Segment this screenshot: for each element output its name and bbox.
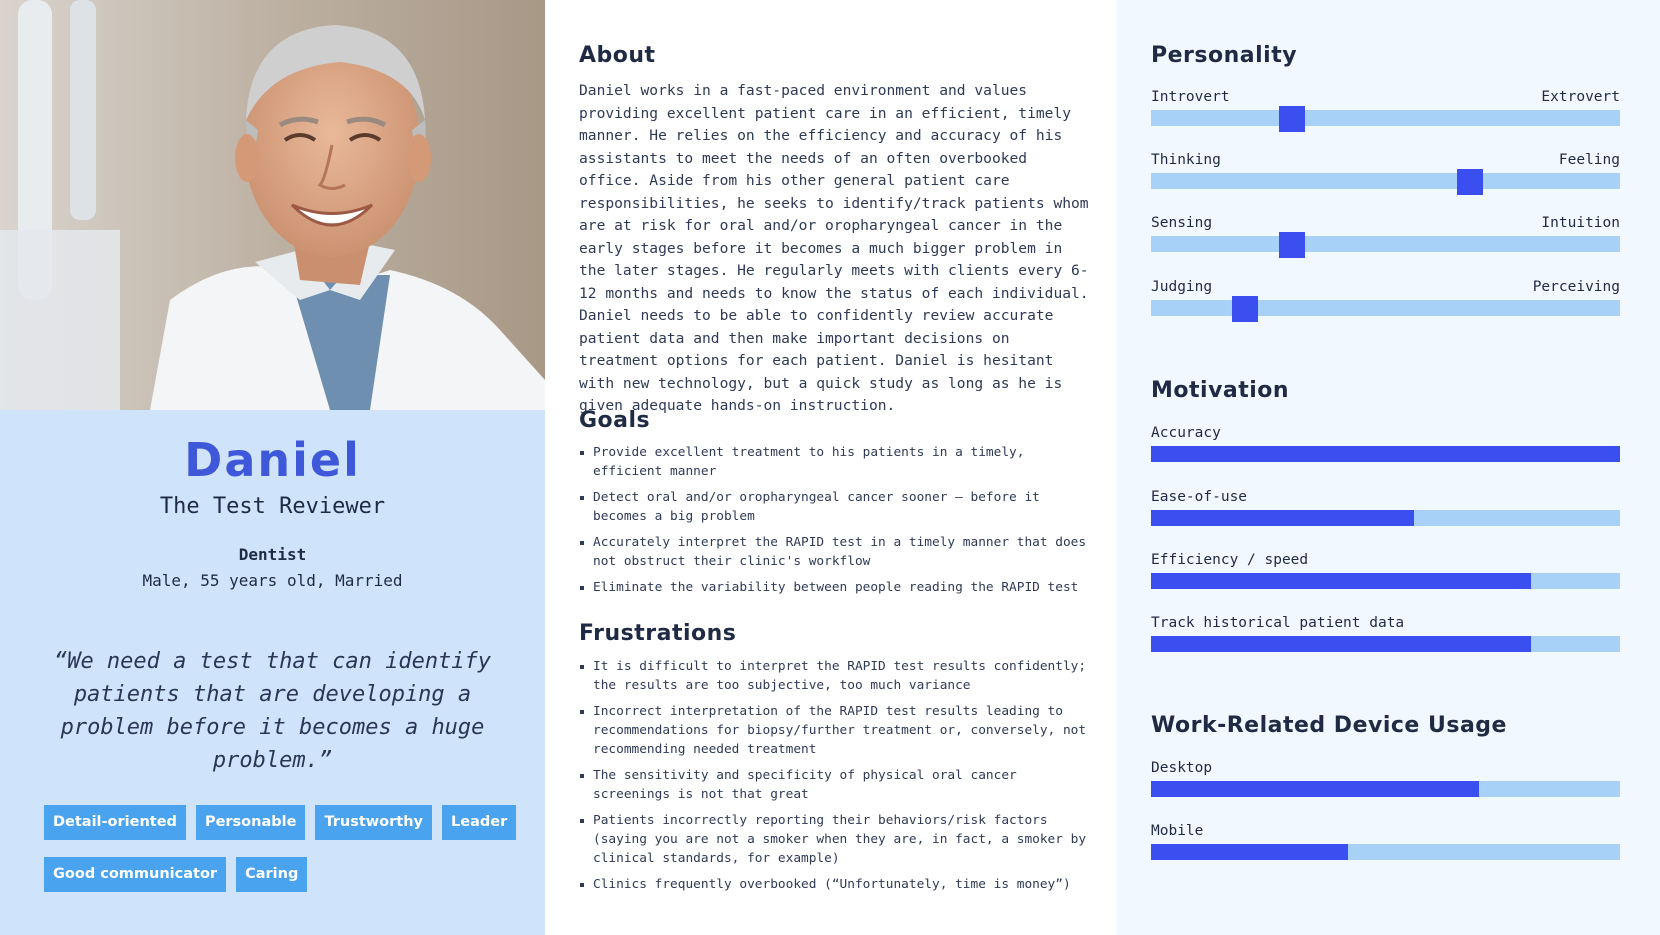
trait-tag: Caring xyxy=(236,857,307,892)
slider-track xyxy=(1151,173,1620,189)
personality-slider xyxy=(1151,214,1620,252)
slider-right-label: Perceiving xyxy=(1532,279,1620,295)
goal-item: Detect oral and/or oropharyngeal cancer sooner — before it becomes a big problem xyxy=(579,488,1089,526)
motivation-bar xyxy=(1151,614,1620,652)
persona-photo xyxy=(0,0,545,410)
bar-fill xyxy=(1151,636,1531,652)
about-heading: About xyxy=(579,43,656,68)
slider-knob xyxy=(1232,296,1258,322)
bar-label: Ease-of-use xyxy=(1151,489,1248,505)
motivation-bar xyxy=(1151,551,1620,589)
goal-item: Accurately interpret the RAPID test in a timely manner that does not obstruct their clinic's workflow xyxy=(579,533,1089,571)
persona-identity xyxy=(0,430,545,592)
motivation-heading: Motivation xyxy=(1151,378,1290,403)
bar-track xyxy=(1151,510,1620,526)
slider-knob xyxy=(1279,106,1305,132)
goals-list xyxy=(579,443,1089,604)
frustrations-heading: Frustrations xyxy=(579,621,737,646)
persona-job: Dentist xyxy=(238,545,307,564)
bar-label: Efficiency / speed xyxy=(1151,552,1309,568)
trait-tags xyxy=(44,805,524,909)
device-bar xyxy=(1151,822,1620,860)
device-usage-heading: Work-Related Device Usage xyxy=(1151,713,1507,738)
motivation-bar xyxy=(1151,488,1620,526)
persona-demographics: Male, 55 years old, Married xyxy=(142,571,403,590)
bar-track xyxy=(1151,573,1620,589)
slider-left-label: Sensing xyxy=(1151,215,1213,231)
trait-tag: Personable xyxy=(196,805,306,840)
slider-left-label: Judging xyxy=(1151,279,1213,295)
bar-label: Desktop xyxy=(1151,760,1213,776)
frustrations-list xyxy=(579,657,1089,901)
slider-left-label: Thinking xyxy=(1151,152,1221,168)
bar-track xyxy=(1151,446,1620,462)
bar-label: Accuracy xyxy=(1151,425,1221,441)
bar-label: Mobile xyxy=(1151,823,1204,839)
motivation-bar xyxy=(1151,424,1620,462)
about-text: Daniel works in a fast-paced environment and values providing excellent patient care in an efficient, timely manner. He relies on the efficiency and accuracy of his assistants to meet the needs of an often overbooked office. Aside from his other general patient care responsibilities, he seeks to identify/track patients whom are at risk for oral and/or oropharyngeal cancer in the early stages before it becomes a much bigger problem in the later stages. He regularly meets with clients every 6-12 months and needs to know the status of each individual. Daniel needs to be able to confidently review accurate patient data and then make important decisions on treatment options for each patient. Daniel is hesitant with new technology, but a quick study as long as he is given adequate hands-on instruction. xyxy=(579,82,1089,414)
persona-quote: “We need a test that can identify patients that are developing a problem before it becomes a huge problem.” xyxy=(53,649,492,773)
persona-panel xyxy=(0,0,545,935)
persona-role: The Test Reviewer xyxy=(159,494,386,519)
bar-fill xyxy=(1151,781,1479,797)
personality-heading: Personality xyxy=(1151,43,1298,68)
personality-slider xyxy=(1151,88,1620,126)
goal-item: Eliminate the variability between people reading the RAPID test xyxy=(579,578,1089,597)
slider-knob xyxy=(1279,232,1305,258)
slider-track xyxy=(1151,110,1620,126)
device-bar xyxy=(1151,759,1620,797)
bar-fill xyxy=(1151,844,1348,860)
goals-heading: Goals xyxy=(579,408,651,433)
slider-right-label: Intuition xyxy=(1541,215,1620,231)
details-panel xyxy=(545,0,1116,935)
slider-knob xyxy=(1457,169,1483,195)
frustration-item: It is difficult to interpret the RAPID test results confidently; the results are too subjective, too much variance xyxy=(579,657,1089,695)
slider-track xyxy=(1151,236,1620,252)
traits-panel xyxy=(1116,0,1660,935)
bar-fill xyxy=(1151,510,1414,526)
bar-track xyxy=(1151,636,1620,652)
bar-fill xyxy=(1151,446,1620,462)
slider-left-label: Introvert xyxy=(1151,89,1230,105)
personality-slider xyxy=(1151,278,1620,316)
trait-tag: Leader xyxy=(442,805,516,840)
frustration-item: Incorrect interpretation of the RAPID test results leading to recommendations for biopsy/further treatment or, conversely, not recommending needed treatment xyxy=(579,702,1089,759)
trait-tag: Trustworthy xyxy=(315,805,432,840)
trait-tags-row xyxy=(44,857,524,892)
trait-tag: Detail-oriented xyxy=(44,805,186,840)
bar-fill xyxy=(1151,573,1531,589)
frustration-item: The sensitivity and specificity of physical oral cancer screenings is not that great xyxy=(579,766,1089,804)
trait-tag: Good communicator xyxy=(44,857,226,892)
slider-track xyxy=(1151,300,1620,316)
bar-track xyxy=(1151,781,1620,797)
frustration-item: Patients incorrectly reporting their behaviors/risk factors (saying you are not a smoker when they are, in fact, a smoker by clinical standards, for example) xyxy=(579,811,1089,868)
bar-label: Track historical patient data xyxy=(1151,615,1405,631)
trait-tags-row xyxy=(44,805,524,840)
slider-right-label: Extrovert xyxy=(1541,89,1620,105)
bar-track xyxy=(1151,844,1620,860)
frustration-item: Clinics frequently overbooked (“Unfortunately, time is money”) xyxy=(579,875,1089,894)
personality-slider xyxy=(1151,151,1620,189)
slider-right-label: Feeling xyxy=(1558,152,1620,168)
goal-item: Provide excellent treatment to his patients in a timely, efficient manner xyxy=(579,443,1089,481)
persona-name: Daniel xyxy=(184,433,361,487)
